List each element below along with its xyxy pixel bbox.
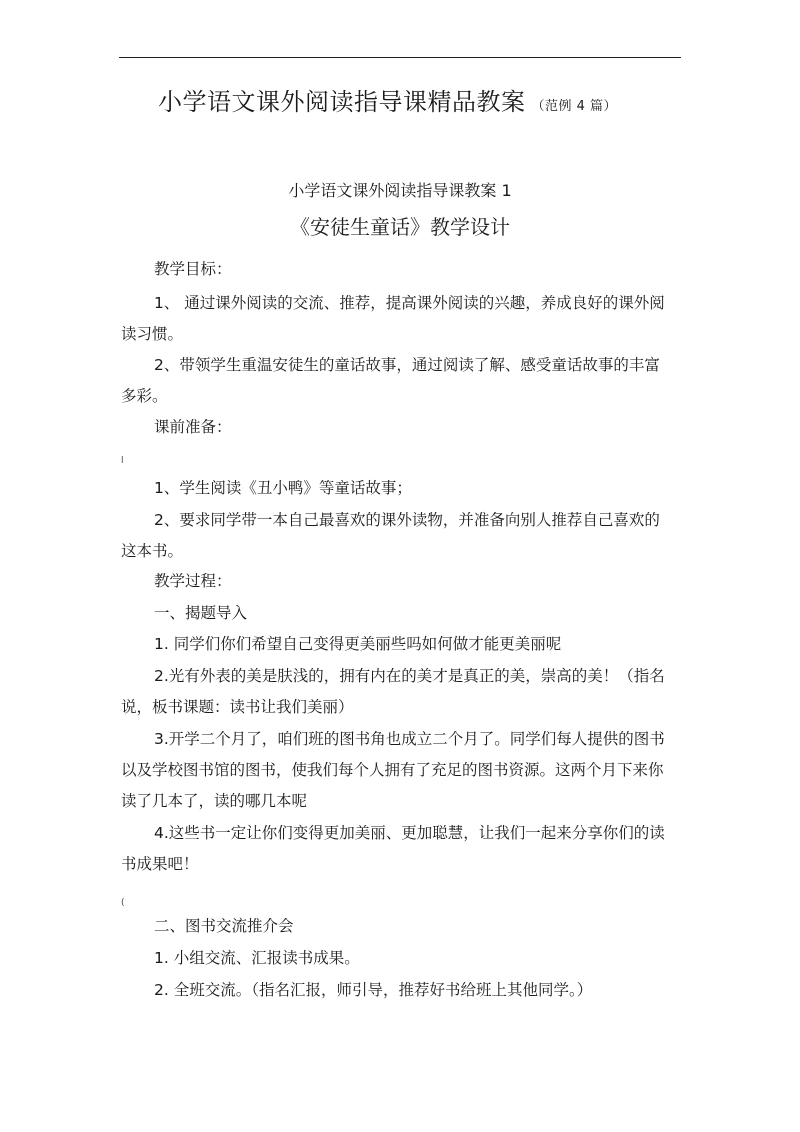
paragraph-line: 1. 同学们你们希望自己变得更美丽些吗如何做才能更美丽呢: [154, 635, 562, 653]
paragraph-line: 2. 全班交流。（指名汇报，师引导，推荐好书给班上其他同学。）: [154, 981, 593, 999]
stray-mark: l: [121, 456, 124, 466]
paragraph-line: 这本书。: [121, 542, 184, 560]
paragraph-line: 说，板书课题：读书让我们美丽）: [121, 698, 354, 716]
paragraph-line: 2、带领学生重温安徒生的童话故事，通过阅读了解、感受童话故事的丰富: [154, 356, 660, 374]
paragraph-line: 3.开学二个月了，咱们班的图书角也成立二个月了。同学们每人提供的图书: [154, 730, 665, 748]
paragraph-subheading: 二、图书交流推介会: [154, 917, 294, 935]
paragraph-line: 2.光有外表的美是肤浅的，拥有内在的美才是真正的美，崇高的美！（指名: [154, 667, 665, 685]
paragraph-line: 读习惯。: [121, 325, 184, 343]
paragraph-line: 书成果吧！: [121, 855, 199, 873]
section-heading: 《安徒生童话》教学设计: [290, 215, 510, 239]
paragraph-subheading: 一、揭题导入: [154, 604, 248, 622]
paragraph-line: 1、学生阅读《丑小鸭》等童话故事；: [154, 479, 412, 497]
header-rule: [119, 57, 681, 58]
paragraph-line: 多彩。: [121, 387, 168, 405]
section-title: 小学语文课外阅读指导课教案 1: [288, 181, 512, 200]
document-title-text: 小学语文课外阅读指导课精品教案: [158, 88, 526, 116]
paragraph-line: 以及学校图书馆的图书，使我们每个人拥有了充足的图书资源。这两个月下来你: [121, 761, 664, 779]
paragraph-line: 1. 小组交流、汇报读书成果。: [154, 949, 360, 967]
paragraph-line: 4.这些书一定让你们变得更加美丽、更加聪慧，让我们一起来分享你们的读: [154, 824, 665, 842]
stray-mark: (: [121, 898, 125, 908]
paragraph-objectives-heading: 教学目标：: [154, 260, 232, 278]
paragraph-preparation-heading: 课前准备：: [154, 418, 232, 436]
paragraph-line: 2、要求同学带一本自己最喜欢的课外读物，并准备向别人推荐自己喜欢的: [154, 511, 660, 529]
paragraph-line: 1、 通过课外阅读的交流、推荐，提高课外阅读的兴趣，养成良好的课外阅: [154, 294, 665, 312]
document-title-note: （范例 4 篇）: [531, 99, 618, 114]
document-title: [158, 82, 617, 117]
paragraph-process-heading: 教学过程：: [154, 572, 232, 590]
paragraph-line: 读了几本了，读的哪几本呢: [121, 792, 308, 810]
